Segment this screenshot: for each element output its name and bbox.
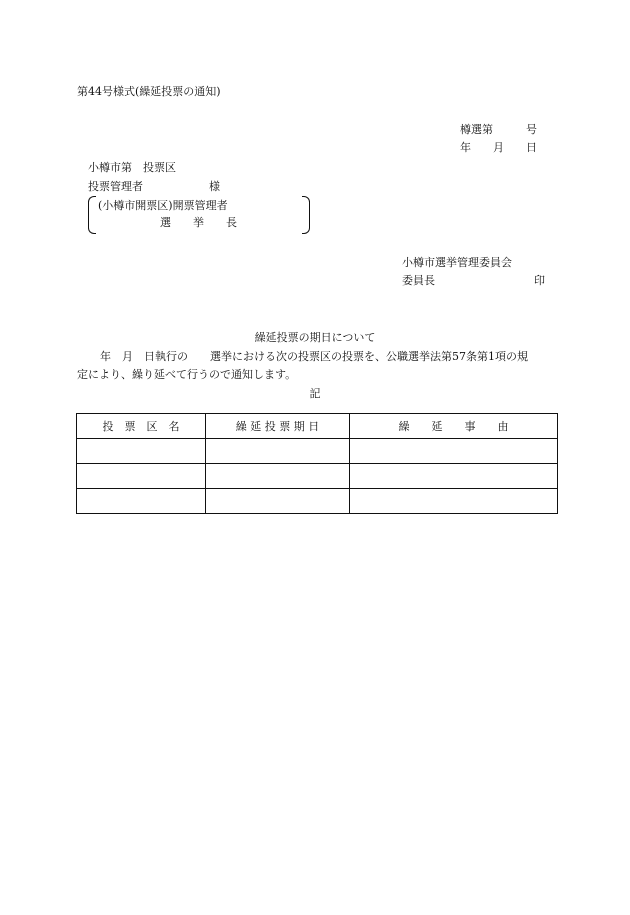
- chairman-line: 委員長 印: [402, 274, 545, 287]
- manager-line: 投票管理者 様: [88, 180, 220, 193]
- bracket-line-1: (小樽市開票区)開票管理者: [98, 199, 228, 212]
- table-row: [77, 464, 558, 489]
- column-header: 投 票 区 名: [77, 414, 206, 439]
- reference-number: 樽選第 号: [460, 123, 537, 136]
- ki-mark: 記: [309, 387, 321, 400]
- bracket-line-2: 選 挙 長: [160, 216, 237, 229]
- table-cell: [206, 439, 350, 464]
- table-cell: [350, 439, 558, 464]
- district-line: 小樽市第 投票区: [88, 161, 176, 174]
- table-cell: [206, 464, 350, 489]
- table-row: [77, 489, 558, 514]
- right-bracket: [302, 196, 310, 234]
- table-cell: [350, 464, 558, 489]
- form-title: 第44号様式(繰延投票の通知): [77, 85, 221, 98]
- table-cell: [350, 489, 558, 514]
- body-line-1: 年 月 日執行の 選挙における次の投票区の投票を、公職選挙法第57条第1項の規: [100, 350, 528, 363]
- notice-heading: 繰延投票の期日について: [254, 331, 376, 344]
- left-bracket: [88, 196, 96, 234]
- date-line: 年 月 日: [460, 141, 537, 154]
- table-cell: [206, 489, 350, 514]
- addressee-bracket: [88, 196, 310, 232]
- table-cell: [77, 489, 206, 514]
- table-row: [77, 439, 558, 464]
- table-cell: [77, 464, 206, 489]
- table-header-row: [77, 414, 558, 439]
- column-header: 繰 延 事 由: [350, 414, 558, 439]
- committee-name: 小樽市選挙管理委員会: [402, 256, 512, 269]
- table-cell: [77, 439, 206, 464]
- postponement-table: [76, 413, 558, 514]
- body-line-2: 定により、繰り延べて行うので通知します。: [77, 368, 297, 381]
- column-header: 繰 延 投 票 期 日: [206, 414, 350, 439]
